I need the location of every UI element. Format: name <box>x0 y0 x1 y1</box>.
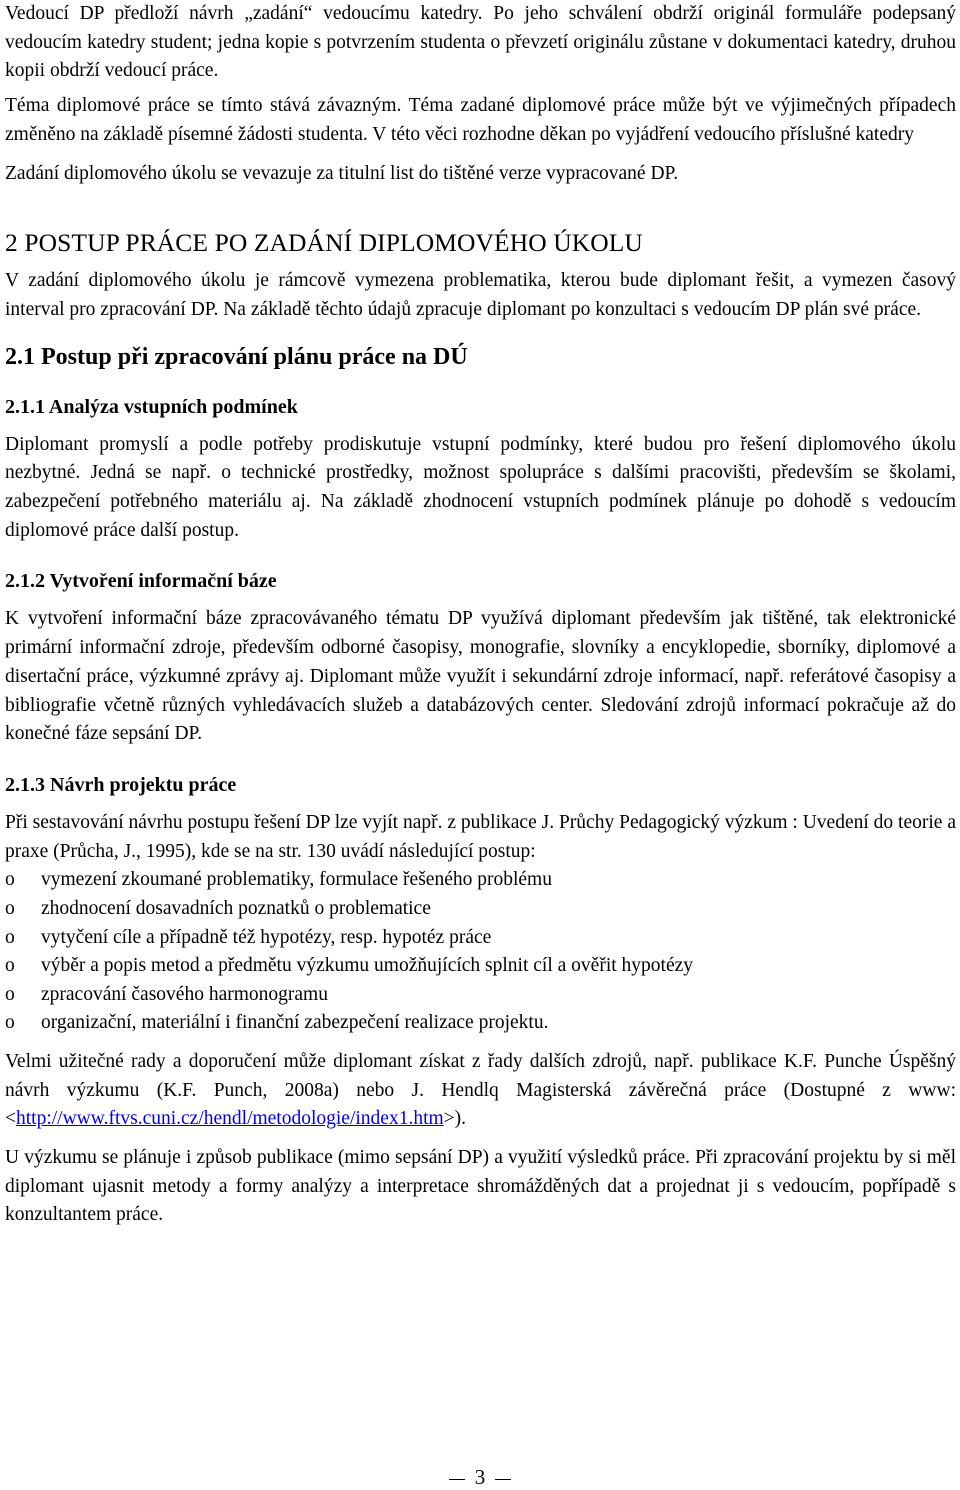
bullet-mark: o <box>5 897 15 919</box>
list-item: o zhodnocení dosavadních poznatků o problematice <box>5 895 956 924</box>
procedure-list <box>5 866 956 1038</box>
footer-dash-left <box>449 1479 465 1480</box>
list-item: o vytyčení cíle a případně též hypotézy, resp. hypotéz práce <box>5 924 956 953</box>
bullet-mark: o <box>5 926 15 948</box>
list-item: o vymezení zkoumané problematiky, formulace řešeného problému <box>5 866 956 895</box>
section-2-1-2-heading: 2.1.2 Vytvoření informační báze <box>5 570 277 593</box>
list-item: o organizační, materiální i finanční zabezpečení realizace projektu. <box>5 1009 956 1038</box>
bullet-mark: o <box>5 955 15 977</box>
paragraph-publication-plan: U výzkumu se plánuje i způsob publikace (mimo sepsání DP) a využití výsledků práce. Při zpracování projektu by si měl diplomant ujasnit metody a formy analýzy a interpretace shromážděných dat a projednat ji s vedoucím, popřípadě s konzultantem práce. <box>5 1147 956 1226</box>
bullet-mark: o <box>5 1012 15 1034</box>
bullet-mark: o <box>5 869 15 891</box>
paragraph-assignment-submission: Vedoucí DP předloží návrh „zadání“ vedoucímu katedry. Po jeho schválení obdrží originál formuláře podepsaný vedoucím katedry student; jedna kopie s potvrzením studenta o převzetí originálu zůstane v dokumentaci katedry, druhou kopii obdrží vedoucí práce. <box>5 3 956 82</box>
section-2-1-3-heading: 2.1.3 Návrh projektu práce <box>5 773 237 796</box>
section-2-heading: 2 POSTUP PRÁCE PO ZADÁNÍ DIPLOMOVÉHO ÚKOLU <box>5 228 643 258</box>
section-2-text: V zadání diplomového úkolu je rámcově vymezena problematika, kterou bude diplomant řešit, a vymezen časový interval pro zpracování DP. Na základě těchto údajů zpracuje diplomant po konzultaci s vedoucím DP plán své práce. <box>5 270 956 320</box>
document-page <box>5 0 956 1230</box>
list-item: o výběr a popis metod a předmětu výzkumu umožňujících splnit cíl a ověřit hypotézy <box>5 952 956 981</box>
section-2-1-3-intro: Při sestavování návrhu postupu řešení DP lze vyjít např. z publikace J. Průchy Pedagogický výzkum : Uvedení do teorie a praxe (Průcha, J., 1995), kde se na str. 130 uvádí následující postup: <box>5 811 956 862</box>
section-2-1-2-text: K vytvoření informační báze zpracovávaného tématu DP využívá diplomant především jak tištěné, tak elektronické primární informační zdroje, především odborné časopisy, monografie, slovníky a encyklopedie, sborníky, diplomové a disertační práce, výzkumné zprávy aj. Diplomant může využít i sekundární zdroje informací, např. referátové časopisy a bibliografie včetně různých vyhledávacích služeb a databázových center. Sledování zdrojů informací pokračuje až do konečné fáze sepsání DP. <box>5 608 956 745</box>
section-2-1-1-text: Diplomant promyslí a podle potřeby prodiskutuje vstupní podmínky, které budou pro řešení diplomového úkolu nezbytné. Jedná se např. o technické prostředky, možnost spolupráce s dalšími pracovišti, především se školami, zabezpečení potřebného materiálu aj. Na základě zhodnocení vstupních podmínek plánuje po dohodě s vedoucím diplomové práce další postup. <box>5 433 956 541</box>
list-item: o zpracování časového harmonogramu <box>5 981 956 1010</box>
paragraph-further-sources: Velmi užitečné rady a doporučení může diplomant získat z řady dalších zdrojů, např. publikace K.F. Punche Úspěšný návrh výzkumu (K.F. Punch, 2008a) nebo J. Hendlq Magisterská závěrečná práce (Dostupné z www: <http://www.ftvs.cuni.cz/hendl/metodologie/index1.htm>). <box>5 1050 956 1130</box>
page-number: 3 <box>474 1465 486 1489</box>
paragraph-binding-note: Zadání diplomového úkolu se vevazuje za titulní list do tištěné verze vypracované DP. <box>5 162 679 184</box>
page-footer <box>0 1465 960 1489</box>
methodology-link[interactable]: http://www.ftvs.cuni.cz/hendl/metodologie/index1.htm <box>16 1108 444 1130</box>
paragraph-topic-binding: Téma diplomové práce se tímto stává závazným. Téma zadané diplomové práce může být ve výjimečných případech změněno na základě písemné žádosti studenta. V této věci rozhodne děkan po vyjádření vedoucího příslušné katedry <box>5 95 956 145</box>
section-2-1-1-heading: 2.1.1 Analýza vstupních podmínek <box>5 395 298 418</box>
bullet-mark: o <box>5 983 15 1005</box>
footer-dash-right <box>495 1479 511 1480</box>
section-2-1-heading: 2.1 Postup při zpracování plánu práce na DÚ <box>5 343 468 370</box>
